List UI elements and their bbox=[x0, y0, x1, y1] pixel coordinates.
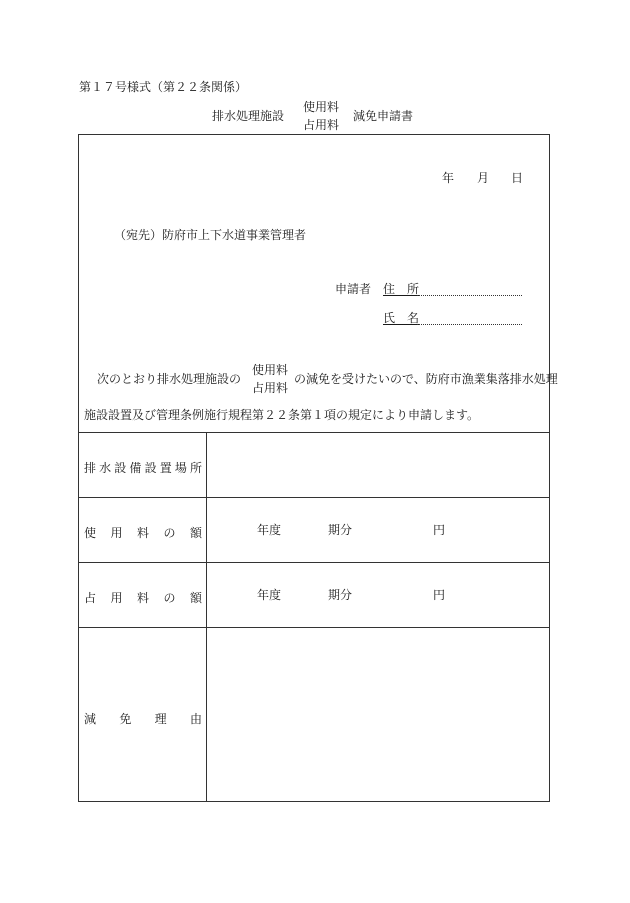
date-year-label: 年 bbox=[442, 171, 455, 185]
form-number: 第１７号様式（第２２条関係） bbox=[79, 80, 248, 94]
statement-line2: 施設設置及び管理条例施行規程第２２条第１項の規定により申請します。 bbox=[84, 408, 480, 422]
name-label: 氏 名 bbox=[383, 311, 420, 325]
title-facility: 排水処理施設 bbox=[212, 109, 285, 123]
statement-fee-occupancy: 占用料 bbox=[252, 381, 289, 395]
occupancy-fee-label: 占 用 料 の 額 bbox=[84, 591, 202, 605]
date-month-label: 月 bbox=[477, 171, 490, 185]
occupancy-fiscal-year: 年度 bbox=[257, 588, 282, 602]
address-field[interactable] bbox=[417, 295, 522, 296]
divider bbox=[78, 562, 550, 563]
location-field[interactable] bbox=[207, 433, 549, 497]
usage-yen: 円 bbox=[433, 523, 446, 537]
title-suffix: 減免申請書 bbox=[353, 109, 414, 123]
usage-period: 期分 bbox=[328, 523, 353, 537]
date-day-label: 日 bbox=[511, 171, 524, 185]
reason-field[interactable] bbox=[207, 628, 549, 801]
statement-prefix: 次のとおり排水処理施設の bbox=[97, 372, 242, 386]
reason-label: 減 免 理 由 bbox=[84, 712, 202, 726]
statement-fee-usage: 使用料 bbox=[252, 363, 289, 377]
addressee: （宛先）防府市上下水道事業管理者 bbox=[114, 228, 307, 242]
usage-fiscal-year: 年度 bbox=[257, 523, 282, 537]
name-field[interactable] bbox=[417, 324, 522, 325]
divider bbox=[78, 497, 550, 498]
location-label: 排 水 設 備 設 置 場 所 bbox=[84, 461, 202, 475]
title-fee-usage: 使用料 bbox=[303, 100, 340, 114]
address-label: 住 所 bbox=[383, 282, 420, 296]
statement-suffix: の減免を受けたいので、防府市漁業集落排水処理 bbox=[294, 372, 558, 386]
usage-fee-label: 使 用 料 の 額 bbox=[84, 526, 202, 540]
occupancy-yen: 円 bbox=[433, 588, 446, 602]
applicant-label: 申請者 bbox=[335, 282, 372, 296]
occupancy-period: 期分 bbox=[328, 588, 353, 602]
title-fee-occupancy: 占用料 bbox=[303, 118, 340, 132]
